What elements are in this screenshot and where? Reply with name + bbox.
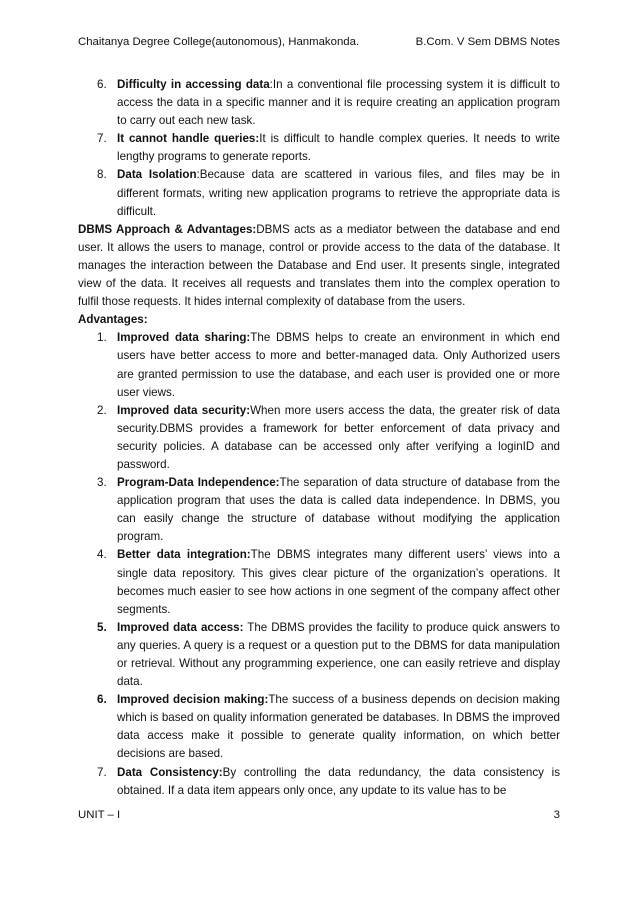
item-number: 6. — [97, 78, 107, 91]
item-title: Improved decision making: — [117, 693, 269, 707]
item-text: When more users access the data, the greater risk of data security.DBMS provides a framework for better enforcement of data privacy and security policies. A database can be accessed only after verifying a loginID and password. — [117, 403, 560, 471]
item-number: 4. — [97, 548, 107, 562]
list-item — [78, 166, 560, 220]
item-number: 7. — [97, 765, 107, 779]
item-number: 8. — [97, 168, 107, 182]
advantages-heading-text: Advantages: — [78, 313, 148, 327]
disadvantages-list — [78, 76, 560, 221]
item-number: 3. — [97, 476, 107, 490]
item-text: It is difficult to handle complex queries. It needs to write lengthy programs to generate reports. — [117, 132, 560, 164]
item-number: 7. — [97, 132, 107, 146]
item-title: Better data integration: — [117, 548, 251, 562]
list-item — [78, 76, 560, 130]
footer-unit: UNIT – I — [78, 809, 121, 821]
list-item — [78, 691, 560, 763]
approach-title: DBMS Approach & Advantages: — [78, 222, 257, 236]
item-text: The separation of data structure of database from the application program that uses the data is called data independence. In DBMS, you can easily change the structure of database without modifying the application program. — [117, 476, 561, 544]
item-text: :In a conventional file processing system it is difficult to access the data in a specific manner and it is require creating an application program to carry out each new task. — [117, 78, 560, 128]
item-title: Difficulty in accessing data — [117, 78, 270, 91]
item-text: The DBMS provides the facility to produce quick answers to any queries. A query is a request or a question put to the DBMS for data manipulation or retrieval. Without any programming experience, one can easily retrieve and display data. — [117, 620, 560, 689]
item-text: By controlling the data redundancy, the data consistency is obtained. If a data item appears only once, any update to its value has to be — [117, 765, 561, 797]
header-college: Chaitanya Degree College(autonomous), Hanmakonda. — [78, 36, 360, 48]
approach-paragraph — [78, 221, 560, 311]
item-text: The DBMS integrates many different users’ views into a single data repository. This gives clear picture of the organization’s operations. It becomes much easier to see how actions in one segment of the company affect other segments. — [117, 548, 560, 616]
page-number: 3 — [553, 809, 560, 821]
advantages-heading — [78, 311, 560, 329]
page-content — [78, 76, 560, 800]
list-item — [78, 130, 560, 166]
item-text: The DBMS helps to create an environment in which end users have better access to more and better-managed data. Only Authorized users are granted permission to use the database, and each user is provided one or more user views. — [117, 331, 560, 399]
header-course: B.Com. V Sem DBMS Notes — [415, 36, 560, 48]
item-title: Program-Data Independence: — [117, 476, 280, 490]
item-number: 1. — [97, 331, 107, 345]
approach-text: DBMS acts as a mediator between the database and end user. It allows the users to manage, control or provide access to the data of the database. It manages the interaction between the Database and End user. It presents single, integrated view of the data. It receives all requests and translates them into the complex operation to fulfil those requests. It hides internal complexity of database from the users. — [78, 222, 560, 309]
item-title: Improved data sharing: — [117, 331, 251, 345]
list-item — [78, 474, 560, 546]
item-title: Data Consistency: — [117, 765, 223, 779]
page-header — [78, 36, 560, 48]
item-text: The success of a business depends on decision making which is based on quality information generated be databases. In DBMS the improved data access make it possible to generate quality information, on which better decisions are based. — [117, 693, 560, 761]
item-text: :Because data are scattered in various files, and files may be in different formats, writing new application programs to retrieve the appropriate data is difficult. — [117, 168, 560, 218]
advantages-list — [78, 329, 560, 799]
list-item — [78, 619, 560, 691]
page-footer — [78, 809, 560, 821]
item-number: 2. — [97, 403, 107, 417]
list-item — [78, 546, 560, 618]
item-title: Improved data security: — [117, 403, 251, 417]
list-item — [78, 402, 560, 474]
list-item — [78, 764, 560, 800]
item-number: 5. — [97, 620, 107, 634]
item-title: Data Isolation — [117, 168, 197, 182]
list-item — [78, 329, 560, 401]
item-title: Improved data access: — [117, 620, 244, 634]
item-title: It cannot handle queries: — [117, 132, 260, 146]
item-number: 6. — [97, 693, 107, 707]
